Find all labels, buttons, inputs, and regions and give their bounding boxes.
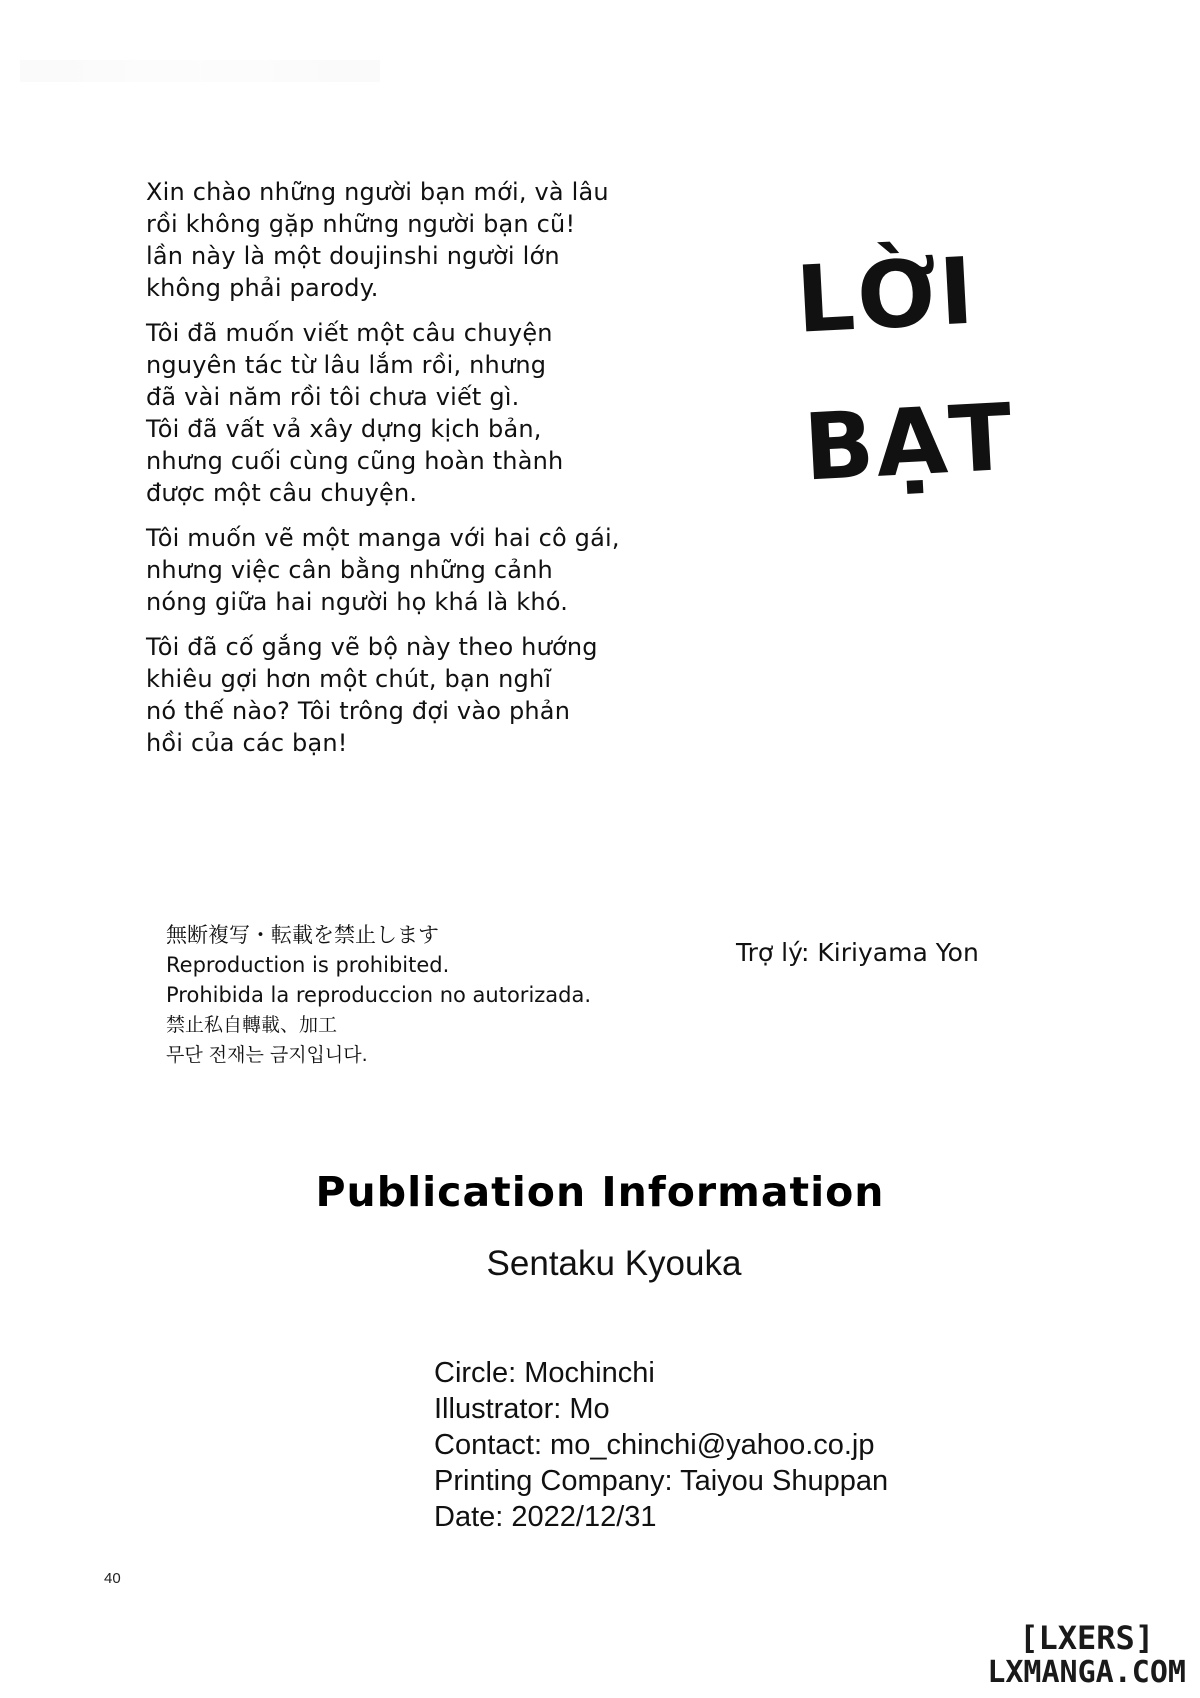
afterword-line: nguyên tác từ lâu lắm rồi, nhưng — [146, 351, 547, 379]
afterword-line: rồi không gặp những người bạn cũ! — [146, 210, 576, 238]
afterword-line: khiêu gợi hơn một chút, bạn nghĩ — [146, 665, 552, 693]
afterword-line: Tôi đã muốn viết một câu chuyện — [146, 319, 553, 347]
afterword-line: nó thế nào? Tôi trông đợi vào phản — [146, 697, 571, 725]
notice-korean: 무단 전재는 금지입니다. — [166, 1044, 368, 1066]
afterword-line: Tôi đã vất vả xây dựng kịch bản, — [146, 415, 542, 443]
afterword-line: nhưng cuối cùng cũng hoàn thành — [146, 447, 564, 475]
notice-chinese: 禁止私自轉載、加工 — [166, 1014, 338, 1036]
publication-work-title: Sentaku Kyouka — [486, 1244, 742, 1283]
detail-date: Date: 2022/12/31 — [434, 1501, 657, 1533]
afterword-line: không phải parody. — [146, 274, 379, 302]
scan-artifact — [20, 60, 380, 82]
afterword-line: nhưng việc cân bằng những cảnh — [146, 556, 553, 584]
watermark-line-2: LXMANGA.COM — [987, 1655, 1186, 1690]
assistant-credit: Trợ lý: Kiriyama Yon — [736, 938, 979, 967]
afterword-line: Tôi muốn vẽ một manga với hai cô gái, — [146, 524, 620, 552]
watermark-line-1: [LXERS] — [1019, 1619, 1155, 1657]
title-line-1: LỜI — [793, 237, 979, 354]
publication-heading: Publication Information — [315, 1168, 885, 1216]
notice-spanish: Prohibida la reproduccion no autorizada. — [166, 983, 592, 1007]
afterword-line: lần này là một doujinshi người lớn — [146, 242, 560, 270]
detail-circle: Circle: Mochinchi — [434, 1357, 655, 1389]
copyright-notice — [166, 920, 686, 1070]
afterword-paragraph-2 — [146, 317, 616, 509]
afterword-line: nóng giữa hai người họ khá là khó. — [146, 588, 569, 616]
afterword-line: Xin chào những người bạn mới, và lâu — [146, 178, 609, 206]
afterword-line: đã vài năm rồi tôi chưa viết gì. — [146, 383, 520, 411]
afterword-line: Tôi đã cố gắng vẽ bộ này theo hướng — [146, 633, 598, 661]
afterword-paragraph-3 — [146, 522, 620, 618]
detail-illustrator: Illustrator: Mo — [434, 1393, 610, 1425]
site-watermark — [987, 1620, 1186, 1690]
afterword-text — [146, 176, 620, 772]
title-line-2: BẠT — [801, 383, 1017, 502]
detail-contact: Contact: mo_chinchi@yahoo.co.jp — [434, 1429, 875, 1461]
afterword-line: hồi của các bạn! — [146, 729, 348, 757]
afterword-paragraph-4 — [146, 631, 616, 759]
notice-japanese: 無断複写・転載を禁止します — [166, 923, 439, 947]
notice-english: Reproduction is prohibited. — [166, 953, 450, 977]
afterword-line: được một câu chuyện. — [146, 479, 418, 507]
page-number: 40 — [104, 1570, 121, 1587]
detail-printing-company: Printing Company: Taiyou Shuppan — [434, 1465, 889, 1497]
afterword-paragraph-1 — [146, 176, 616, 304]
afterword-title — [793, 229, 1027, 508]
publication-details — [434, 1355, 888, 1535]
